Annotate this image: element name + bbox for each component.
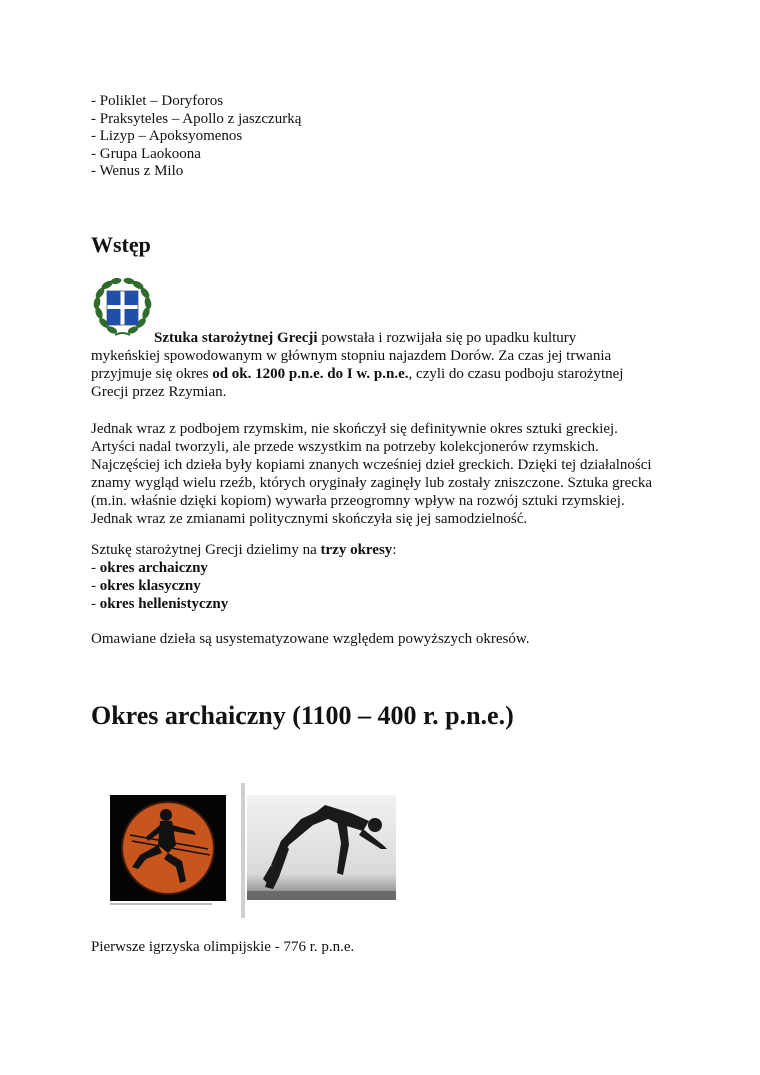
period-item: - okres archaiczny xyxy=(91,560,208,576)
section-heading: Okres archaiczny (1100 – 400 r. p.n.e.) xyxy=(91,701,514,730)
intro-paragraph-4: Omawiane dzieła są usystematyzowane względem powyższych okresów. xyxy=(91,631,530,647)
greek-vase-runner-image xyxy=(110,795,226,901)
periods-paragraph: Sztukę starożytnej Grecji dzielimy na trzy okresy: - okres archaiczny - okres klasyczny - okres hellenistyczny xyxy=(91,541,681,613)
image-credit-strip xyxy=(110,903,212,905)
list-item: - Grupa Laokoona xyxy=(91,145,201,162)
intro-paragraph-2: Jednak wraz z podbojem rzymskim, nie skończył się definitywnie okres sztuki greckiej. Artyści nadal tworzyli, ale przede wszystkim na potrzeby kolekcjonerów rzymskich. Najczęściej ich dzieła były kopiami znanych wcześniej dzieł greckich. Dzięki tej działalności znamy wygląd wielu rzeźb, których oryginały zaginęły lub zostały zniszczone. Sztuka grecka (m.in. właśnie dzięki kopiom) wywarła przeogromny wpływ na rozwój sztuki rzymskiej. Jednak wraz ze zmianami politycznymi skończyła się jej samodzielność. xyxy=(91,421,653,527)
list-item: - Lizyp – Apoksyomenos xyxy=(91,128,243,145)
photo-caption: Pierwsze igrzyska olimpijskie - 776 r. p.n.e. xyxy=(91,939,355,955)
period-item: - okres hellenistyczny xyxy=(91,596,229,612)
list-item: - Praksyteles – Apollo z jaszczurką xyxy=(91,110,302,127)
sprinter-photo-image xyxy=(241,783,396,918)
intro-heading: Wstęp xyxy=(91,232,151,257)
intro-paragraph-1: Sztuka starożytnej Grecji powstała i rozwijała się po upadku kultury mykeńskiej spowodowanym w głównym stopniu najazdem Dorów. Za czas jej trwania przyjmuje się okres od ok. 1200 p.n.e. do I w. p.n.e., czyli do czasu podboju starożytnej Grecji przez Rzymian. xyxy=(91,330,624,400)
list-item: - Poliklet – Doryforos xyxy=(91,93,224,109)
list-item: - Wenus z Milo xyxy=(91,163,184,180)
period-item: - okres klasyczny xyxy=(91,578,201,594)
artworks-list xyxy=(91,92,301,180)
bold-phrase: Sztuka starożytnej Grecji xyxy=(154,330,318,346)
